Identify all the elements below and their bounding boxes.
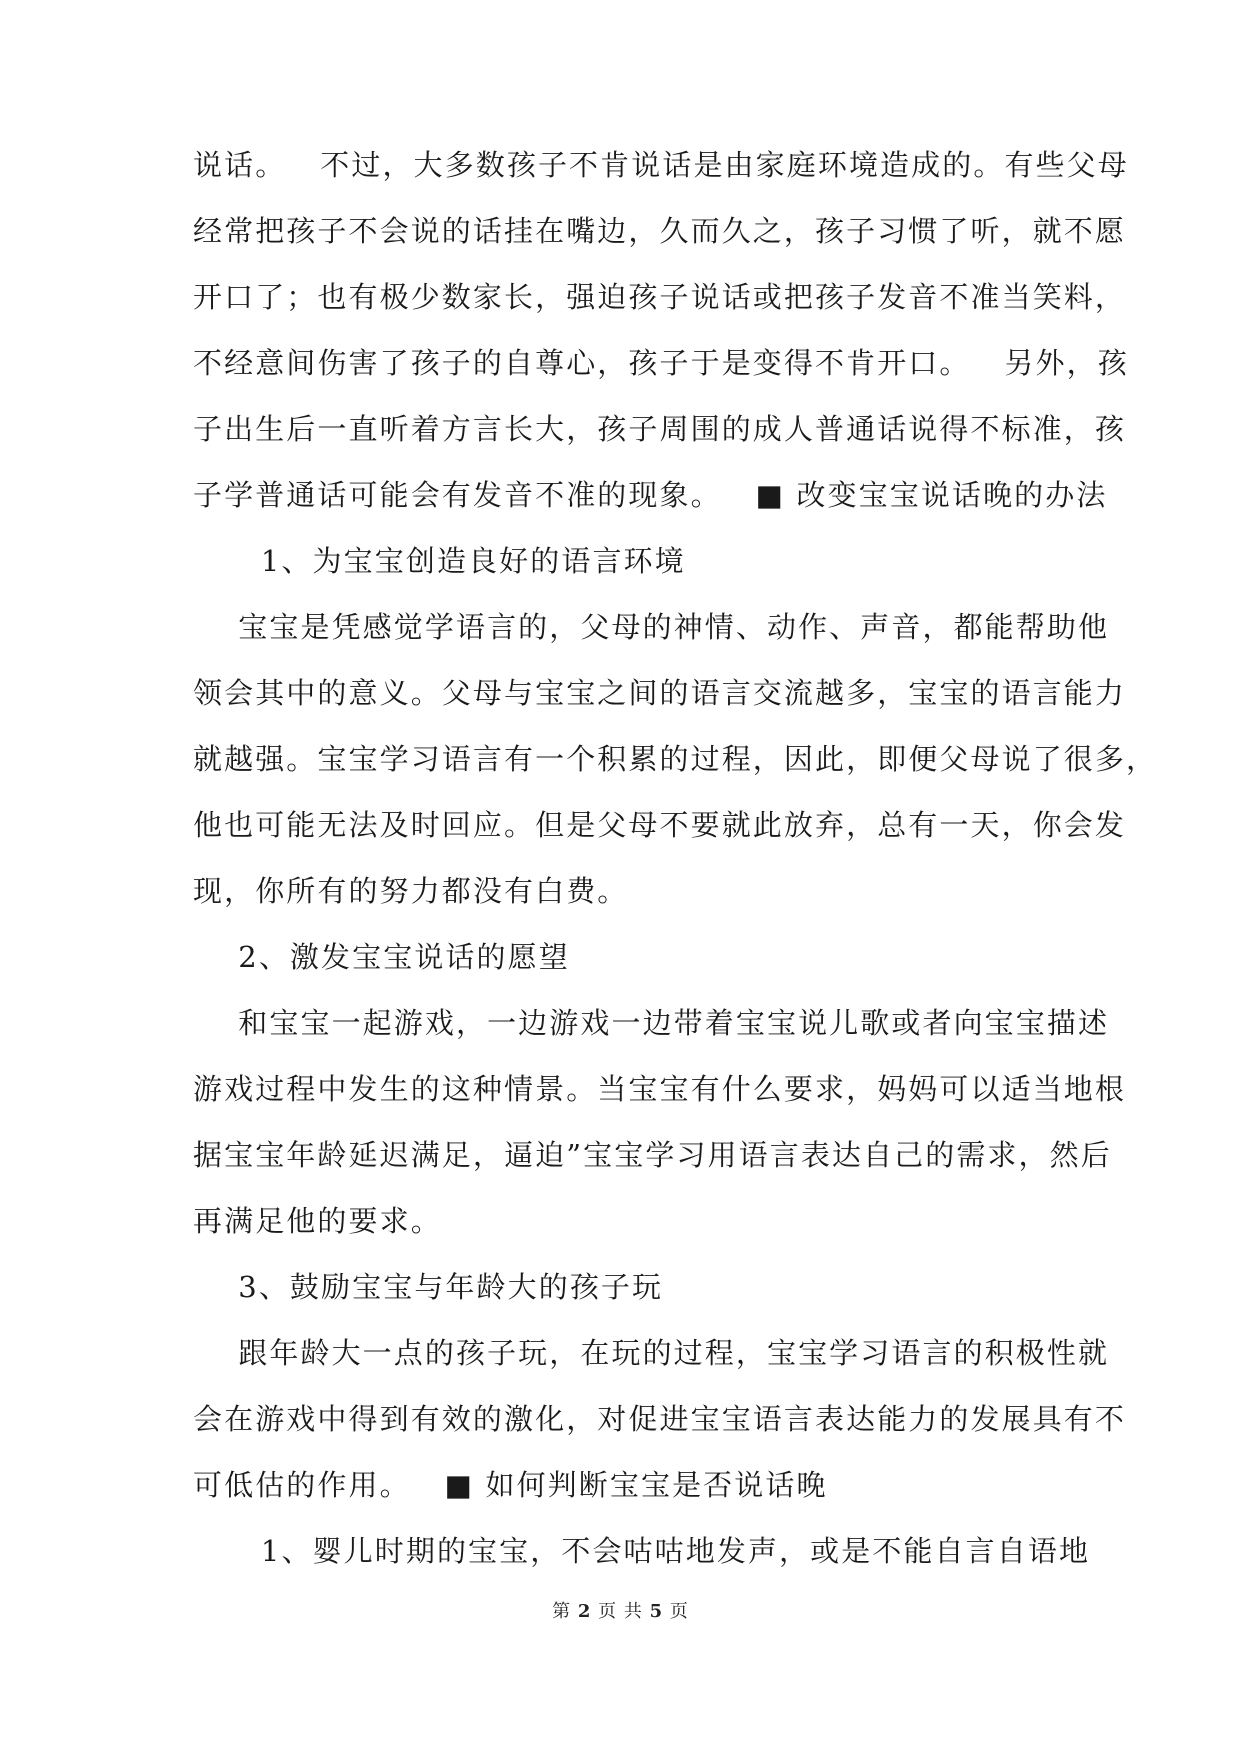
section-heading-line: 子学普通话可能会有发音不准的现象。 ■ 改变宝宝说话晚的办法 [193, 478, 1108, 512]
text-line: 和宝宝一起游戏，一边游戏一边带着宝宝说儿歌或者向宝宝描述 [193, 1006, 1110, 1040]
text-line: 宝宝是凭感觉学语言的，父母的神情、动作、声音，都能帮助他 [193, 610, 1110, 644]
text-line: 说话。 不过，大多数孩子不肯说话是由家庭环境造成的。有些父母 [193, 148, 1129, 182]
numbered-heading: 2、激发宝宝说话的愿望 [193, 940, 570, 974]
text-line: 不经意间伤害了孩子的自尊心，孩子于是变得不肯开口。 另外，孩 [193, 346, 1129, 380]
total-page-number: 5 [649, 1601, 664, 1622]
text-line: 子出生后一直听着方言长大，孩子周围的成人普通话说得不标准，孩 [193, 412, 1127, 446]
text-line: 经常把孩子不会说的话挂在嘴边，久而久之，孩子习惯了听，就不愿 [193, 214, 1127, 248]
numbered-heading: 3、鼓励宝宝与年龄大的孩子玩 [193, 1270, 664, 1304]
text-line: 跟年龄大一点的孩子玩，在玩的过程，宝宝学习语言的积极性就 [193, 1336, 1110, 1370]
numbered-heading: 1、为宝宝创造良好的语言环境 [193, 544, 686, 578]
text-line: 据宝宝年龄延迟满足，逼迫”宝宝学习用语言表达自己的需求，然后 [193, 1138, 1112, 1172]
footer-prefix: 第 [552, 1601, 572, 1622]
text-line: 领会其中的意义。父母与宝宝之间的语言交流越多，宝宝的语言能力 [193, 676, 1127, 710]
text-line: 他也可能无法及时回应。但是父母不要就此放弃，总有一天，你会发 [193, 808, 1127, 842]
section-heading-line: 可低估的作用。 ■ 如何判断宝宝是否说话晚 [193, 1468, 828, 1502]
text-line: 游戏过程中发生的这种情景。当宝宝有什么要求，妈妈可以适当地根 [193, 1072, 1127, 1106]
page-footer [0, 1597, 1241, 1623]
text-line: 1、婴儿时期的宝宝，不会咕咕地发声，或是不能自言自语地 [193, 1534, 1091, 1568]
text-line: 再满足他的要求。 [193, 1204, 442, 1238]
text-line: 就越强。宝宝学习语言有一个积累的过程，因此，即便父母说了很多， [193, 742, 1158, 776]
text-line: 现，你所有的努力都没有白费。 [193, 874, 629, 908]
current-page-number: 2 [577, 1601, 592, 1622]
footer-suffix: 页 [669, 1601, 689, 1622]
text-line: 开口了；也有极少数家长，强迫孩子说话或把孩子发音不准当笑料， [193, 280, 1127, 314]
footer-middle: 页 共 [598, 1601, 643, 1622]
text-line: 会在游戏中得到有效的激化，对促进宝宝语言表达能力的发展具有不 [193, 1402, 1127, 1436]
